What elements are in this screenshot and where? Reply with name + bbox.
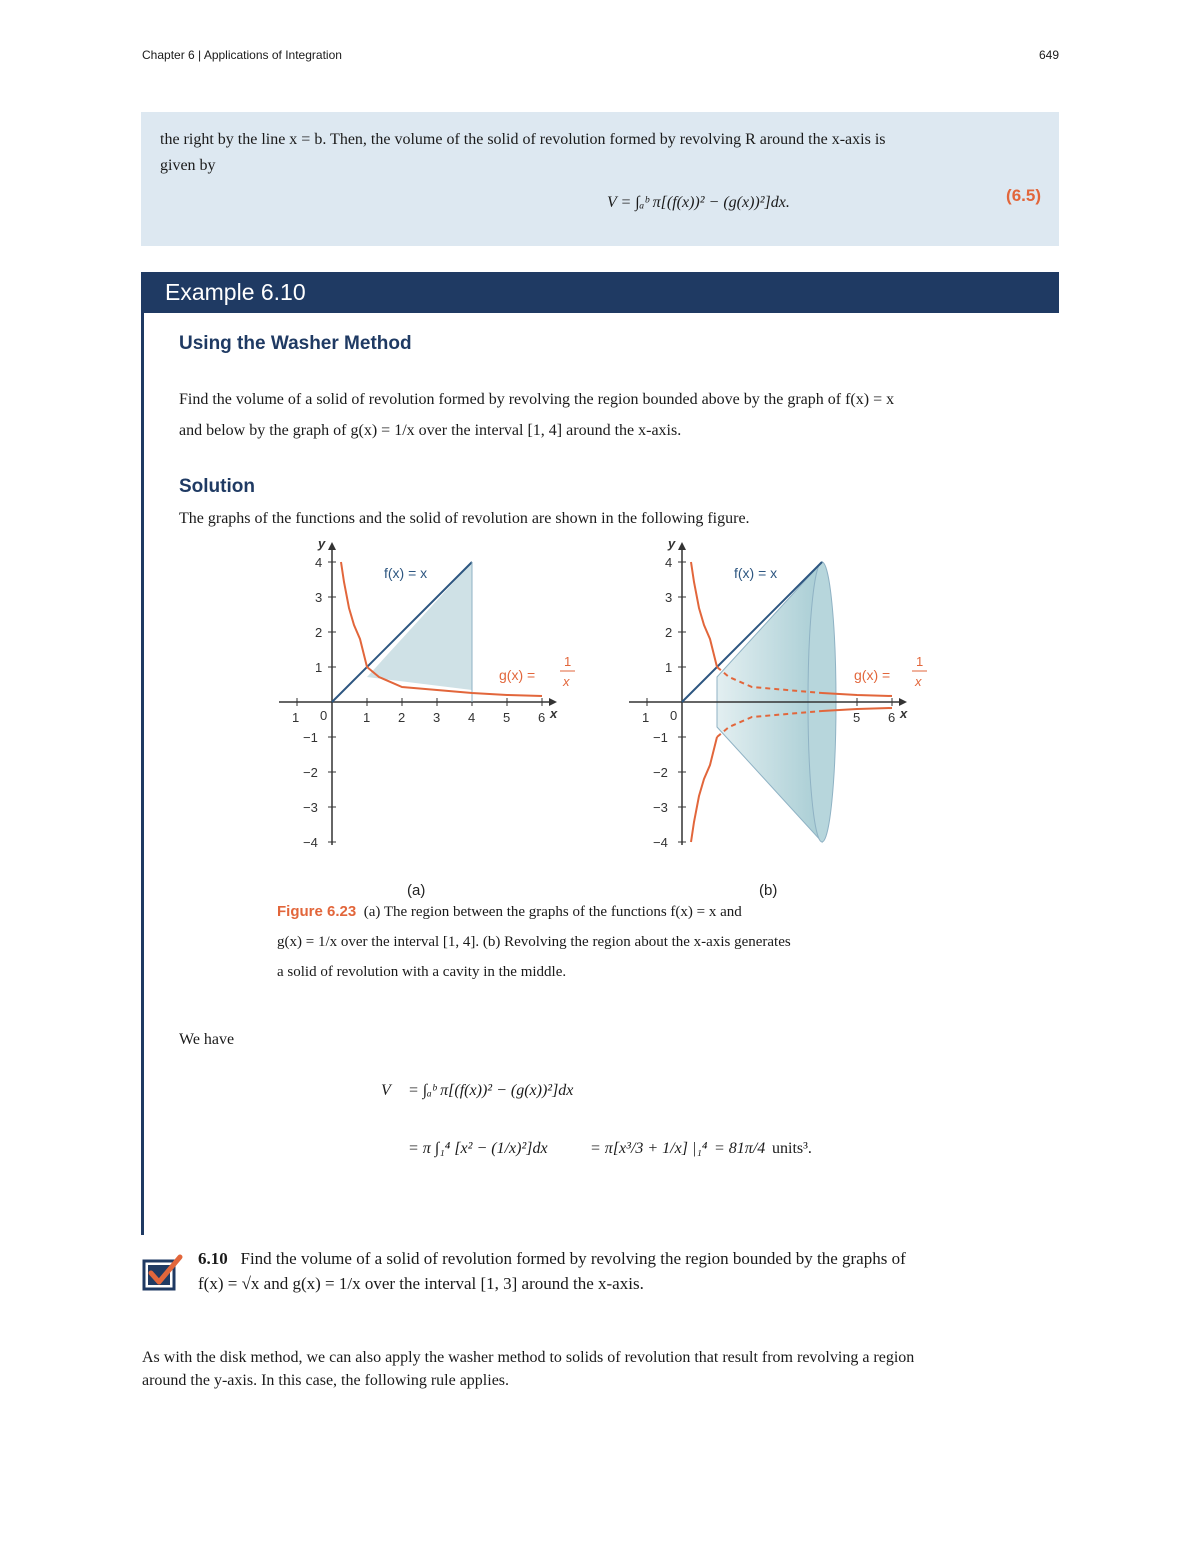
y-axis-label-a: y <box>318 538 326 551</box>
problem-line2: and below by the graph of g(x) = 1/x over the interval [1, 4] around the x-axis. <box>179 422 682 439</box>
problem-line1: Find the volume of a solid of revolution formed by revolving the region bounded above by the graph of f(x) = x <box>179 391 895 408</box>
g-label-a: g(x) = <box>499 667 536 683</box>
shaded-region-a <box>367 562 472 690</box>
panel-a <box>279 538 575 899</box>
math-line2-b: = π[x³/3 + 1/x] |₁⁴ <box>590 1140 708 1157</box>
y-arrow-a <box>328 542 336 550</box>
x-arrow-b <box>899 698 907 706</box>
rule-text-line1: the right by the line x = b. Then, the volume of the solid of revolution formed by revolving R around the x-axis is <box>160 131 886 148</box>
problem-statement <box>179 384 1039 446</box>
math-units: units³. <box>772 1140 812 1157</box>
panel-b <box>629 538 927 899</box>
f-label-a: f(x) = x <box>384 565 428 581</box>
y-tick-a-2: 2 <box>315 625 323 640</box>
g-frac-den-a: x <box>563 674 570 689</box>
checkpoint-number: 6.10 <box>198 1249 228 1268</box>
g-frac-num-a: 1 <box>564 654 572 669</box>
y-tick-b-3: 3 <box>665 590 673 605</box>
y-tick-b-neg2: −2 <box>653 765 668 780</box>
equation-number: (6.5) <box>1006 186 1041 205</box>
rule-text-line2: given by <box>160 157 216 174</box>
x-tick-b-6: 6 <box>888 710 896 725</box>
closing-line1: As with the disk method, we can also apply the washer method to solids of revolution that result from revolving a region <box>142 1349 915 1366</box>
y-tick-a-neg1: −1 <box>303 730 318 745</box>
y-tick-a-neg2: −2 <box>303 765 318 780</box>
x-axis-label-a: x <box>550 706 558 721</box>
x-tick-a-0: 0 <box>320 708 328 723</box>
y-arrow-b <box>678 542 686 550</box>
x-tick-a-2: 2 <box>398 710 406 725</box>
example-title: Using the Washer Method <box>179 333 412 354</box>
math-line2-c: = 81π/4 <box>714 1140 766 1157</box>
y-tick-b-1: 1 <box>665 660 673 675</box>
y-tick-b-neg1: −1 <box>653 730 668 745</box>
caption-label: Figure 6.23 <box>277 903 357 920</box>
rule-box <box>141 112 1059 246</box>
g-frac-den-b: x <box>915 674 922 689</box>
math-lhs: V <box>381 1082 391 1099</box>
f-label-b: f(x) = x <box>734 565 778 581</box>
rule-equation: V = ∫ₐᵇ π[(f(x))² − (g(x))²]dx. <box>607 194 790 211</box>
figure-caption <box>277 897 947 987</box>
math-line1: = ∫ₐᵇ π[(f(x))² − (g(x))²]dx <box>408 1082 574 1099</box>
solution-heading: Solution <box>179 476 255 497</box>
math-line2-a: = π ∫₁⁴ [x² − (1/x)²]dx <box>408 1140 548 1157</box>
checkpoint-text1: Find the volume of a solid of revolution formed by revolving the region bounded by the graphs of <box>240 1249 906 1268</box>
solution-text: The graphs of the functions and the solid of revolution are shown in the following figure. <box>179 510 750 527</box>
x-tick-b-5: 5 <box>853 710 861 725</box>
g-curve-b-lower <box>691 737 717 842</box>
derivation-equations <box>376 1058 836 1168</box>
y-tick-a-neg4: −4 <box>303 835 318 850</box>
example-header <box>141 272 1059 313</box>
x-tick-a-neg1: 1 <box>292 710 300 725</box>
example-side-rule <box>141 313 144 1235</box>
closing-line2: around the y-axis. In this case, the following rule applies. <box>142 1372 510 1389</box>
x-tick-a-1: 1 <box>363 710 371 725</box>
x-tick-a-4: 4 <box>468 710 476 725</box>
we-have-text: We have <box>179 1031 235 1048</box>
caption-line3: a solid of revolution with a cavity in the middle. <box>277 964 567 980</box>
caption-line2: g(x) = 1/x over the interval [1, 4]. (b) Revolving the region about the x-axis generates <box>277 934 791 950</box>
y-tick-b-neg4: −4 <box>653 835 668 850</box>
y-tick-b-neg3: −3 <box>653 800 668 815</box>
caption-text1: (a) The region between the graphs of the functions f(x) = x and <box>363 904 742 920</box>
panel-b-label: (b) <box>759 882 778 899</box>
g-curve-b-upper <box>691 562 717 667</box>
checkpoint-exercise <box>198 1246 1058 1296</box>
caption-line1 <box>277 897 947 927</box>
y-tick-a-neg3: −3 <box>303 800 318 815</box>
x-arrow-a <box>549 698 557 706</box>
rule-box-text <box>160 127 1045 179</box>
y-axis-label-b: y <box>668 538 676 551</box>
figure-6-23 <box>274 538 934 900</box>
x-tick-a-5: 5 <box>503 710 511 725</box>
checkpoint-line2: f(x) = √x and g(x) = 1/x over the interval [1, 3] around the x-axis. <box>198 1274 644 1293</box>
y-tick-a-3: 3 <box>315 590 323 605</box>
g-frac-num-b: 1 <box>916 654 924 669</box>
y-tick-b-2: 2 <box>665 625 673 640</box>
running-header <box>142 48 1059 66</box>
x-tick-a-3: 3 <box>433 710 441 725</box>
x-tick-b-neg1: 1 <box>642 710 650 725</box>
chapter-title: Chapter 6 | Applications of Integration <box>142 48 342 62</box>
y-tick-b-4: 4 <box>665 555 673 570</box>
checkpoint-line1 <box>198 1246 1058 1271</box>
y-tick-a-4: 4 <box>315 555 323 570</box>
checkpoint-icon <box>142 1253 184 1291</box>
g-label-b: g(x) = <box>854 667 891 683</box>
y-tick-a-1: 1 <box>315 660 323 675</box>
example-label: Example 6.10 <box>165 279 306 305</box>
closing-paragraph <box>142 1346 1060 1392</box>
x-tick-b-0: 0 <box>670 708 678 723</box>
x-tick-a-6: 6 <box>538 710 546 725</box>
panel-a-label: (a) <box>407 882 426 899</box>
page-number: 649 <box>1038 48 1059 62</box>
x-axis-label-b: x <box>900 706 908 721</box>
